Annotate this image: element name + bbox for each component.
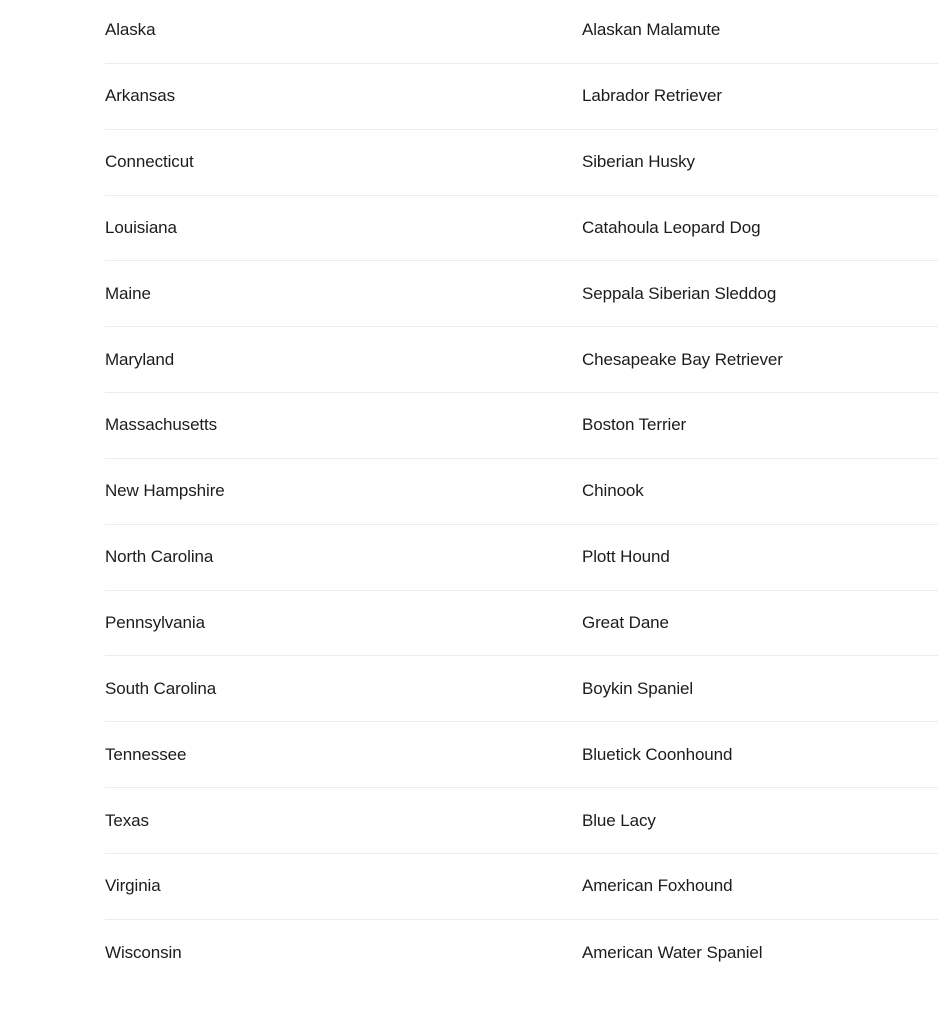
state-cell: Tennessee [105, 744, 187, 764]
table-row [105, 525, 938, 591]
dog-cell: Siberian Husky [582, 152, 695, 172]
table-row [105, 591, 938, 657]
table-row [105, 130, 938, 196]
state-cell: New Hampshire [105, 481, 225, 501]
dog-cell: American Foxhound [582, 876, 733, 896]
dog-cell: Seppala Siberian Sleddog [582, 283, 777, 303]
dog-cell: American Water Spaniel [582, 942, 763, 962]
dog-cell: Labrador Retriever [582, 86, 722, 106]
state-dog-table [105, 0, 938, 986]
dog-cell: Chesapeake Bay Retriever [582, 349, 783, 369]
state-cell: Connecticut [105, 152, 194, 172]
state-cell: Massachusetts [105, 415, 218, 435]
table-row [105, 393, 938, 459]
table-row [105, 327, 938, 393]
state-cell: North Carolina [105, 547, 214, 567]
table-row [105, 722, 938, 788]
dog-cell: Bluetick Coonhound [582, 744, 733, 764]
table-row [105, 656, 938, 722]
table-row [105, 459, 938, 525]
state-cell: South Carolina [105, 678, 217, 698]
state-cell: Virginia [105, 876, 161, 896]
table-row [105, 64, 938, 130]
state-cell: Pennsylvania [105, 612, 205, 632]
dog-cell: Boykin Spaniel [582, 678, 694, 698]
table-row [105, 788, 938, 854]
dog-cell: Alaskan Malamute [582, 20, 721, 40]
dog-cell: Great Dane [582, 612, 669, 632]
dog-cell: Boston Terrier [582, 415, 687, 435]
dog-cell: Blue Lacy [582, 810, 656, 830]
state-cell: Maine [105, 283, 151, 303]
dog-cell: Catahoula Leopard Dog [582, 217, 761, 237]
dog-cell: Plott Hound [582, 547, 670, 567]
state-cell: Wisconsin [105, 942, 182, 962]
table-row [105, 0, 938, 64]
table-row [105, 196, 938, 262]
table-row [105, 854, 938, 920]
state-cell: Alaska [105, 20, 156, 40]
state-cell: Louisiana [105, 217, 177, 237]
state-cell: Texas [105, 810, 149, 830]
table-row [105, 920, 938, 986]
state-cell: Arkansas [105, 86, 176, 106]
dog-cell: Chinook [582, 481, 644, 501]
state-cell: Maryland [105, 349, 175, 369]
table-row [105, 261, 938, 327]
